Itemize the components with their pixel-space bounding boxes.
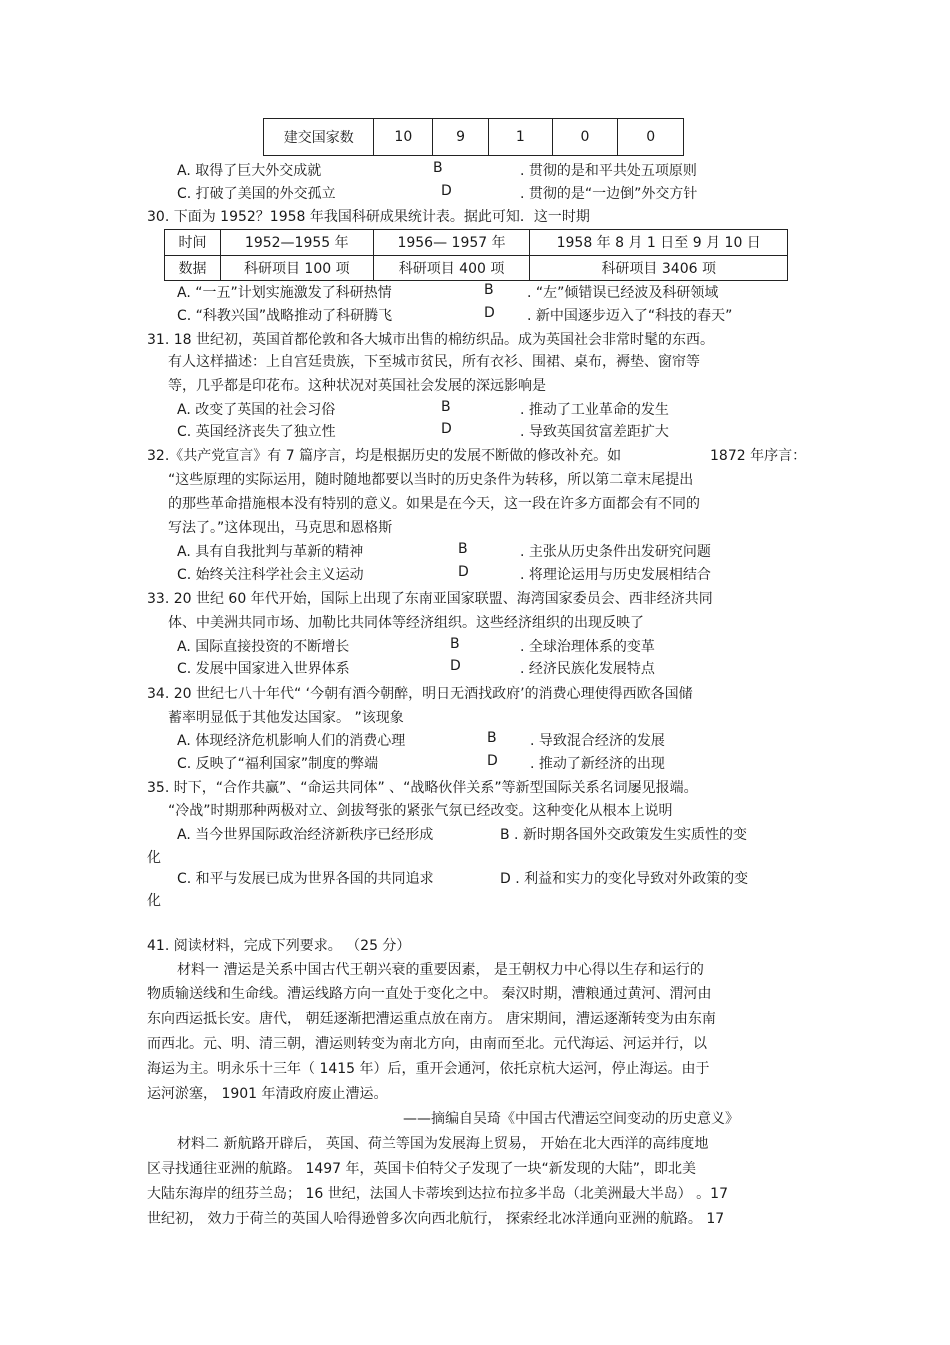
question-stem: 写法了。”这体现出，马克思和恩格斯: [168, 520, 393, 536]
table-cell: 时间: [165, 230, 221, 256]
diplomacy-table: [263, 118, 684, 156]
question-stem: 的那些革命措施根本没有特别的意义。如果是在今天，这一段在许多方面都会有不同的: [168, 496, 700, 512]
option-a: A. 取得了巨大外交成就: [177, 163, 322, 179]
option-c: C. 始终关注科学社会主义运动: [177, 567, 364, 583]
question-stem: 1872 年序言：: [710, 448, 807, 464]
material-two-line: 世纪初， 效力于荷兰的英国人哈得逊曾多次向西北航行， 探索经北冰洋通向亚洲的航路。 17: [147, 1211, 725, 1227]
question-stem: 有人这样描述：上自宫廷贵族，下至城市贫民，所有衣衫、围裙、桌布，褥垫、窗帘等: [168, 354, 700, 370]
table-row: [165, 230, 788, 256]
option-c: C. 英国经济丧失了独立性: [177, 424, 336, 440]
option-a: A. 当今世界国际政治经济新秩序已经形成: [177, 827, 434, 843]
option-c: C. 打破了美国的外交孤立: [177, 186, 336, 202]
option-b: . 导致混合经济的发展: [530, 733, 665, 749]
material-one-line: 海运为主。明永乐十三年（ 1415 年）后，重开会通河，依托京杭大运河，停止海运。由于: [147, 1061, 710, 1077]
material-one-line: 运河淤塞， 1901 年清政府废止漕运。: [147, 1086, 388, 1102]
table-cell: 数据: [165, 255, 221, 281]
option-b: . 主张从历史条件出发研究问题: [520, 544, 711, 560]
option-a: A. “一五”计划实施激发了科研热情: [177, 285, 392, 301]
table-row: [165, 255, 788, 281]
option-b-letter: B: [458, 541, 468, 557]
table-cell: 建交国家数: [264, 119, 374, 156]
option-d: . 导致英国贫富差距扩大: [520, 424, 669, 440]
option-d-letter: D: [487, 753, 498, 769]
option-c: C. 发展中国家进入世界体系: [177, 661, 350, 677]
question-stem: “冷战”时期那种两极对立、剑拔弩张的紧张气氛已经改变。这种变化从根本上说明: [168, 803, 673, 819]
table-row: [264, 119, 684, 156]
option-d: . 推动了新经济的出现: [530, 756, 665, 772]
material-one-line: 而西北。元、明、清三朝，漕运则转变为南北方向，由南而至北。元代海运、河运并行，以: [147, 1036, 707, 1052]
option-c: C. 和平与发展已成为世界各国的共同追求: [177, 871, 434, 887]
option-d-letter: D: [458, 564, 469, 580]
option-b-wrap: 化: [147, 850, 161, 866]
option-a: A. 国际直接投资的不断增长: [177, 639, 350, 655]
material-one-source: ——摘编自吴琦《中国古代漕运空间变动的历史意义》: [403, 1111, 739, 1127]
option-a: A. 体现经济危机影响人们的消费心理: [177, 733, 406, 749]
option-b-letter: B: [433, 160, 443, 176]
option-a: A. 具有自我批判与革新的精神: [177, 544, 364, 560]
option-a: A. 改变了英国的社会习俗: [177, 402, 336, 418]
question-stem: 等，几乎都是印花布。这种状况对英国社会发展的深远影响是: [168, 378, 546, 394]
question-stem: 41. 阅读材料，完成下列要求。 （25 分）: [147, 938, 411, 954]
option-b: . “左”倾错误已经波及科研领域: [527, 285, 719, 301]
table-cell: 9: [433, 119, 489, 156]
material-two-line: 大陆东海岸的纽芬兰岛； 16 世纪，法国人卡蒂埃到达拉布拉多半岛（北美洲最大半岛） 。17: [147, 1186, 728, 1202]
question-stem: 31. 18 世纪初，英国首都伦敦和各大城市出售的棉纺织品。成为英国社会非常时髦的东西。: [147, 332, 714, 348]
question-stem: 蓄率明显低于其他发达国家。 ”该现象: [168, 710, 404, 726]
material-one-line: 东向西运抵长安。唐代， 朝廷逐渐把漕运重点放在南方。 唐宋期间，漕运逐渐转变为由东南: [147, 1011, 716, 1027]
option-b-letter: B: [484, 282, 494, 298]
material-two-line: 材料二 新航路开辟后， 英国、荷兰等国为发展海上贸易， 开始在北大西洋的高纬度地: [177, 1136, 709, 1152]
option-d: . 新中国逐步迈入了“科技的春天”: [527, 308, 733, 324]
option-d-wrap: 化: [147, 893, 161, 909]
table-cell: 1956— 1957 年: [373, 230, 530, 256]
option-b: . 推动了工业革命的发生: [520, 402, 669, 418]
material-one-line: 材料一 漕运是关系中国古代王朝兴衰的重要因素， 是王朝权力中心得以生存和运行的: [177, 962, 704, 978]
question-stem: 30. 下面为 1952？1958 年我国科研成果统计表。据此可知．这一时期: [147, 209, 590, 225]
question-stem: 体、中美洲共同市场、加勒比共同体等经济组织。这些经济组织的出现反映了: [168, 615, 644, 631]
option-b: . 贯彻的是和平共处五项原则: [520, 163, 697, 179]
option-d: D . 利益和实力的变化导致对外政策的变: [500, 871, 749, 887]
table-cell: 科研项目 400 项: [373, 255, 530, 281]
option-d-letter: D: [441, 421, 452, 437]
table-cell: 科研项目 3406 项: [530, 255, 788, 281]
question-stem: 34. 20 世纪七八十年代“ ‘今朝有酒今朝醉，明日无酒找政府’的消费心理使得西欧各国储: [147, 686, 693, 702]
option-b: B . 新时期各国外交政策发生实质性的变: [500, 827, 747, 843]
option-c: C. “科教兴国”战略推动了科研腾飞: [177, 308, 393, 324]
option-d: . 贯彻的是“一边倒”外交方针: [520, 186, 698, 202]
option-d-letter: D: [441, 183, 452, 199]
option-c: C. 反映了“福利国家”制度的弊端: [177, 756, 379, 772]
research-table: [164, 229, 788, 281]
table-cell: 1: [488, 119, 552, 156]
table-cell: 科研项目 100 项: [220, 255, 373, 281]
option-b-letter: B: [450, 636, 460, 652]
option-d: . 将理论运用与历史发展相结合: [520, 567, 711, 583]
question-stem: 35. 时下，“合作共赢”、“命运共同体” 、“战略伙伴关系”等新型国际关系名词屡见报端。: [147, 780, 698, 796]
table-cell: 0: [552, 119, 618, 156]
table-cell: 10: [374, 119, 433, 156]
question-stem: 32.《共产党宣言》有 7 篇序言，均是根据历史的发展不断做的修改补充。如: [147, 448, 622, 464]
material-two-line: 区寻找通往亚洲的航路。 1497 年，英国卡伯特父子发现了一块“新发现的大陆”，即北美: [147, 1161, 697, 1177]
option-d: . 经济民族化发展特点: [520, 661, 655, 677]
question-stem: 33. 20 世纪 60 年代开始，国际上出现了东南亚国家联盟、海湾国家委员会、西非经济共同: [147, 591, 713, 607]
option-d-letter: D: [450, 658, 461, 674]
option-b-letter: B: [441, 399, 451, 415]
table-cell: 1952—1955 年: [220, 230, 373, 256]
material-one-line: 物质输送线和生命线。漕运线路方向一直处于变化之中。 秦汉时期，漕粮通过黄河、渭河由: [147, 986, 712, 1002]
option-b: . 全球治理体系的变革: [520, 639, 655, 655]
table-cell: 0: [618, 119, 684, 156]
option-d-letter: D: [484, 305, 495, 321]
table-cell: 1958 年 8 月 1 日至 9 月 10 日: [530, 230, 788, 256]
question-stem: “这些原理的实际运用，随时随地都要以当时的历史条件为转移，所以第二章末尾提出: [168, 472, 694, 488]
option-b-letter: B: [487, 730, 497, 746]
